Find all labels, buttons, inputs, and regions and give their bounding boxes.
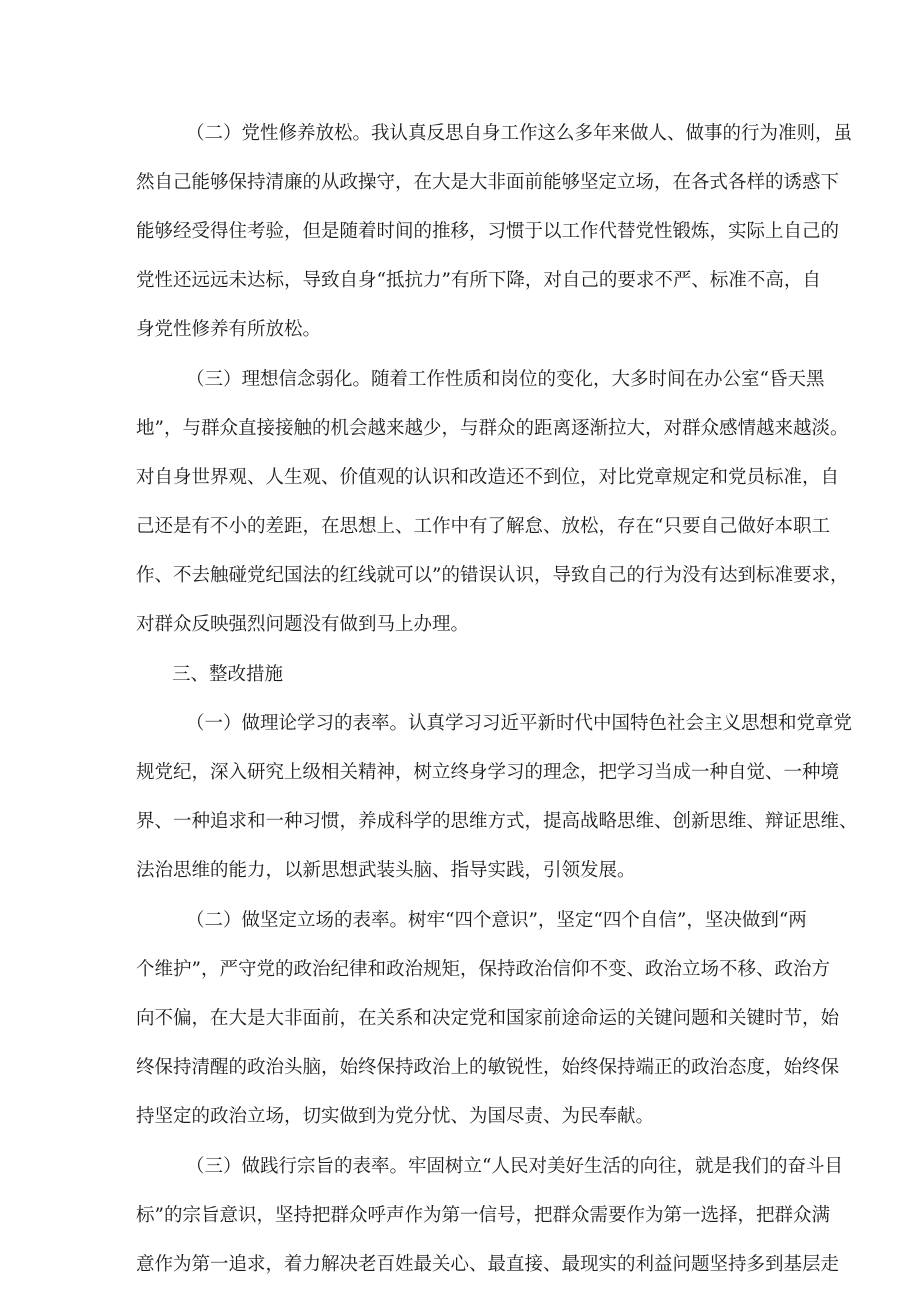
text-line: 意作为第一追求，着力解决老百姓最关心、最直接、最现实的利益问题坚持多到基层走 bbox=[136, 1254, 840, 1275]
text-line: 终保持清醒的政治头脑，始终保持政治上的敏锐性，始终保持端正的政治态度，始终保 bbox=[136, 1057, 840, 1078]
text-line: （二）党性修养放松。我认真反思自身工作这么多年来做人、做事的行为准则，虽 bbox=[186, 123, 853, 144]
section-heading: 三、整改措施 bbox=[172, 664, 284, 685]
text-line: 持坚定的政治立场，切实做到为党分忧、为国尽责、为民奉献。 bbox=[136, 1106, 655, 1127]
text-line: 党性还远远未达标，导致自身“抵抗力”有所下降，对自己的要求不严、标准不高，自 bbox=[136, 270, 821, 291]
text-line: 对自身世界观、人生观、价值观的认识和改造还不到位，对比党章规定和党员标准，自 bbox=[136, 467, 840, 488]
text-line: 对群众反映强烈问题没有做到马上办理。 bbox=[136, 614, 470, 635]
text-line: （二）做坚定立场的表率。树牢“四个意识”，坚定“四个自信”，坚决做到“两 bbox=[186, 910, 807, 931]
text-line: 能够经受得住考验，但是随着时间的推移，习惯于以工作代替党性锻炼，实际上自己的 bbox=[136, 221, 840, 242]
text-line: 个维护”，严守党的政治纪律和政治规矩，保持政治信仰不变、政治立场不移、政治方 bbox=[136, 959, 830, 980]
text-line: 地”，与群众直接接触的机会越来越少，与群众的距离逐渐拉大，对群众感情越来越淡。 bbox=[136, 418, 849, 439]
text-line: 法治思维的能力，以新思想武装头脑、指导实践，引领发展。 bbox=[136, 860, 636, 881]
text-line: 作、不去触碰党纪国法的红线就可以”的错误认识，导致自己的行为没有达到标准要求， bbox=[136, 565, 849, 586]
text-line: 规党纪，深入研究上级相关精神，树立终身学习的理念，把学习当成一种自觉、一种境 bbox=[136, 762, 840, 783]
text-line: 己还是有不小的差距，在思想上、工作中有了解怠、放松，存在“只要自己做好本职工 bbox=[136, 516, 830, 537]
text-line: 身党性修养有所放松。 bbox=[136, 319, 322, 340]
text-line: 向不偏，在大是大非面前，在关系和决定党和国家前途命运的关键问题和关键时节，始 bbox=[136, 1008, 840, 1029]
text-line: 然自己能够保持清廉的从政操守，在大是大非面前能够坚定立场，在各式各样的诱惑下 bbox=[136, 172, 840, 193]
text-line: （三）理想信念弱化。随着工作性质和岗位的变化，大多时间在办公室“昏天黑 bbox=[186, 369, 825, 390]
text-line: 标”的宗旨意识，坚持把群众呼声作为第一信号，把群众需要作为第一选择，把群众满 bbox=[136, 1205, 830, 1226]
text-line: 界、一种追求和一种习惯，养成科学的思维方式，提高战略思维、创新思维、辩证思维、 bbox=[136, 811, 858, 832]
text-line: （一）做理论学习的表率。认真学习习近平新时代中国特色社会主义思想和党章党 bbox=[186, 713, 853, 734]
text-line: （三）做践行宗旨的表率。牢固树立“人民对美好生活的向往，就是我们的奋斗目 bbox=[186, 1156, 843, 1177]
